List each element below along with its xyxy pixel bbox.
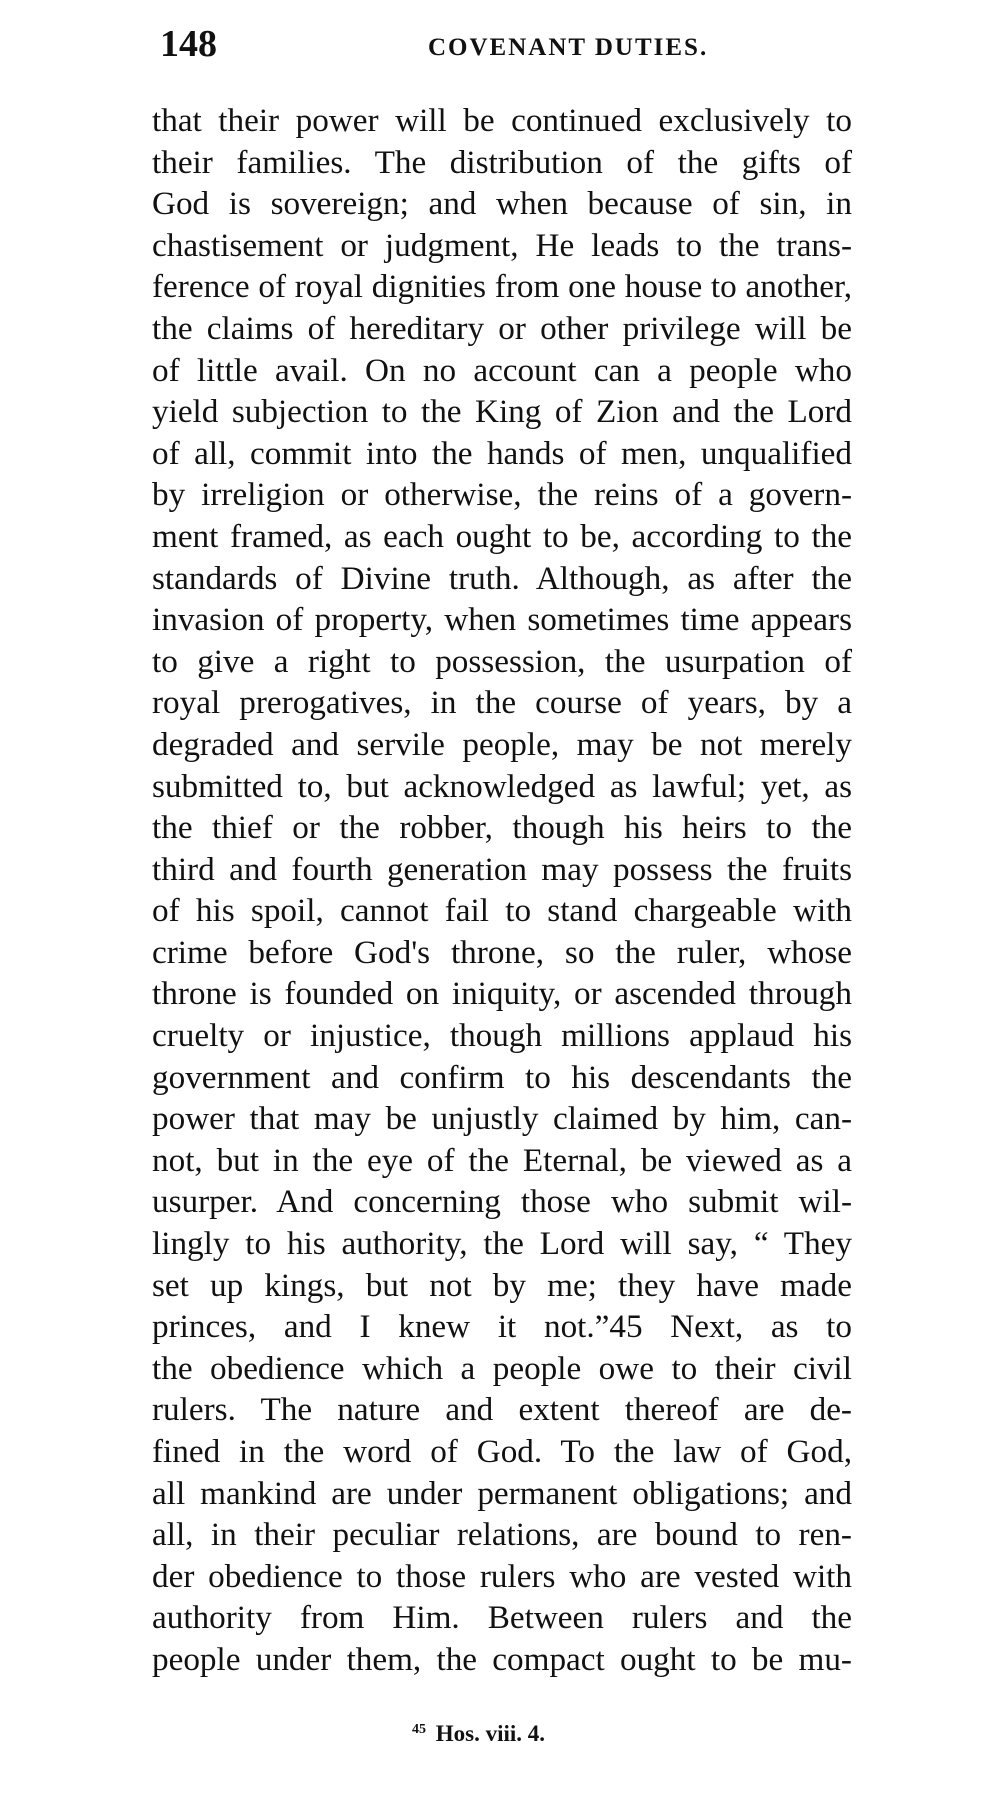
text-line: government and confirm to his descendants the xyxy=(152,1058,852,1096)
text-line: by irreligion or otherwise, the reins of a govern- xyxy=(152,476,852,514)
text-line: set up kings, but not by me; they have made xyxy=(152,1266,852,1304)
text-line: fined in the word of God. To the law of God, xyxy=(152,1433,852,1470)
text-line: God is sovereign; and when because of sin, in xyxy=(152,185,852,223)
running-head: COVENANT DUTIES. xyxy=(428,34,709,61)
text-line: third and fourth generation may possess the fruits xyxy=(152,850,852,888)
text-line: throne is founded on iniquity, or ascended through xyxy=(152,975,852,1013)
text-line: chastisement or judgment, He leads to the trans- xyxy=(152,226,852,264)
text-line: that their power will be continued exclusively to xyxy=(152,102,852,139)
text-line: invasion of property, when sometimes time appears xyxy=(152,601,852,639)
text-line: the thief or the robber, though his heirs to the xyxy=(152,809,852,847)
footnote-text: Hos. viii. 4. xyxy=(435,1721,546,1746)
text-line: submitted to, but acknowledged as lawful; yet, as xyxy=(152,767,852,805)
text-line: royal prerogatives, in the course of years, by a xyxy=(152,684,852,722)
text-line: the obedience which a people owe to their civil xyxy=(152,1349,852,1387)
page-number: 148 xyxy=(160,23,217,65)
text-line: not, but in the eye of the Eternal, be viewed as a xyxy=(152,1141,852,1179)
text-line: the claims of hereditary or other privilege will be xyxy=(152,309,852,347)
text-line: ference of royal dignities from one house to another, xyxy=(152,268,852,306)
text-line: yield subjection to the King of Zion and the Lord xyxy=(152,393,852,431)
text-line: of all, commit into the hands of men, unqualified xyxy=(152,434,852,472)
text-line: their families. The distribution of the gifts of xyxy=(152,143,852,181)
text-line: princes, and I knew it not.”45 Next, as to xyxy=(152,1308,852,1346)
text-line: of his spoil, cannot fail to stand chargeable with xyxy=(152,892,852,930)
text-line: standards of Divine truth. Although, as after the xyxy=(152,559,852,597)
page-header xyxy=(160,22,840,72)
text-line: der obedience to those rulers who are vested with xyxy=(152,1557,852,1595)
footnote-marker: 45 xyxy=(412,1722,426,1737)
text-line: crime before God's throne, so the ruler, whose xyxy=(152,933,852,971)
text-line: power that may be unjustly claimed by him, can- xyxy=(152,1100,852,1138)
footnote xyxy=(412,1721,545,1747)
text-line: degraded and servile people, may be not merely xyxy=(152,725,852,763)
text-line: lingly to his authority, the Lord will say, “ They xyxy=(152,1225,852,1263)
text-line: rulers. The nature and extent thereof are de- xyxy=(152,1391,852,1429)
body-text xyxy=(152,100,852,1681)
text-line: people under them, the compact ought to be mu- xyxy=(152,1640,852,1678)
text-line: authority from Him. Between rulers and the xyxy=(152,1599,852,1637)
text-line: to give a right to possession, the usurpation of xyxy=(152,642,852,680)
text-line: ment framed, as each ought to be, according to the xyxy=(152,517,852,555)
text-line: usurper. And concerning those who submit wil- xyxy=(152,1183,852,1221)
text-line: all mankind are under permanent obligations; and xyxy=(152,1474,852,1512)
text-line: cruelty or injustice, though millions applaud his xyxy=(152,1017,852,1055)
text-line: of little avail. On no account can a people who xyxy=(152,351,852,389)
text-line: all, in their peculiar relations, are bound to ren- xyxy=(152,1516,852,1554)
